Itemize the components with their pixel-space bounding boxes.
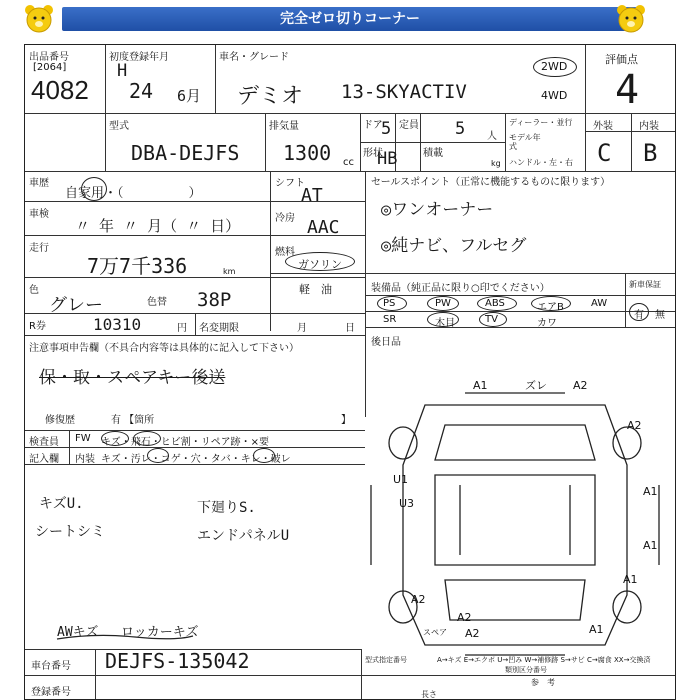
back-items-label: 後日品 [371,337,401,348]
capacity: 5 [455,119,466,139]
memo-left: シートシミ [35,524,105,540]
exterior-grade: C [597,139,612,167]
body-type-label: 形状 [363,148,383,159]
sales-point: ◎ワンオーナー [381,200,494,220]
score: 4 [615,67,640,113]
damage-label: A1 [643,539,658,552]
equip-abs: ABS [485,298,505,309]
shift-label: シフト [275,178,305,189]
damage-label: A2 [457,611,472,624]
chassis-number: DEJFS-135042 [105,649,250,673]
auction-sheet [24,44,676,700]
memo-underline [55,631,195,643]
name-change-label: 名変期限 [199,323,239,334]
damage-label: スペア [423,628,447,637]
door-label: ドア [363,120,383,131]
interior-grade: B [643,139,658,167]
fuel: ガソリン [298,258,342,271]
interior-items: キズ・汚レ・コゲ・穴・タバ・キレ・破レ [101,454,291,465]
capacity-label: 定員 [399,120,419,131]
ac-label: 冷房 [275,213,295,224]
ac: AAC [307,217,340,238]
memo-aw2: ロッカーキズ [121,625,199,640]
fw-label: FW [75,433,91,444]
score-label: 評価点 [605,53,638,66]
color-label: 色 [29,285,39,296]
load-label: 積載 [423,148,443,159]
lot-number-label: 出品番号 [29,52,69,63]
repair-history: 有 【箇所 [111,415,155,426]
equip-airbag: エアB [537,302,564,313]
equip-aw: AW [591,298,608,309]
class-label: 類別区分番号 [505,666,547,674]
fuel-label: 燃料 [275,247,295,258]
equipment-title: 装備品（純正品に限り○印でください） [371,283,550,294]
length-label: 長さ [421,690,437,699]
car-name: デミオ [237,84,304,109]
reference-label: 参 考 [531,678,555,687]
repair-history-end: 】 [341,415,351,426]
form-label: 型式指定番号 [365,656,407,664]
lot-number: 4082 [31,75,89,105]
mileage: 7万7千336 [87,254,188,278]
bear-mascot-icon [614,2,648,36]
usage-type: 自家用・（ ） [65,186,202,201]
damage-label: ズレ [525,379,547,392]
damage-label: A1 [643,485,658,498]
displacement: 1300 [283,141,332,165]
load-unit: kg [491,159,501,168]
reg-year: 24 [129,79,154,103]
handle-label: ハンドル・左・右 [509,158,573,167]
car-name-label: 車名・グレード [219,52,289,63]
month-unit: 月 [297,323,307,334]
memo-aw: AWキズ [57,625,99,640]
memo-right: 下廻りS. [197,500,256,516]
color-number-label: 色替 [147,297,167,308]
inspection-label: 車検 [29,209,49,220]
first-reg-label: 初度登録年月 [109,52,169,63]
plate-label: 登録番号 [31,687,71,698]
drive-4wd: 4WD [541,89,568,102]
equip-ps: PS [383,298,396,309]
damage-label: U1 [393,473,409,486]
banner [0,0,700,38]
damage-label: A2 [573,379,588,392]
body-type: HB [377,149,398,169]
light-oil: 軽 油 [299,283,332,296]
recycle-fee: 10310 [93,315,142,334]
inspector-label: 検査員 [29,437,59,448]
usage-type-label: 車歴 [29,178,49,189]
door-count: 5 [381,119,392,139]
reg-month: 6月 [177,87,202,105]
equip-pw: PW [435,298,451,309]
interior-label: 内装 [639,121,659,132]
warranty-no: 無 [655,310,665,321]
reg-era: H [117,61,128,81]
shift: AT [301,185,323,206]
day-unit: 日 [345,323,355,334]
interior-check-label: 内装 [75,454,95,465]
mileage-label: 走行 [29,243,49,254]
memo-right: エンドパネルU [197,528,290,544]
damage-label: A1 [589,623,604,636]
recycle-fee-unit: 円 [177,323,187,334]
model-label: 型式 [109,121,129,132]
sales-points-title: セールスポイント（正常に機能するものに限ります） [371,177,611,188]
car-damage-diagram [365,365,665,665]
inspection-date: 〃 年 〃 月（ 〃 日） [75,217,241,235]
damage-label: U3 [399,497,415,510]
warranty-title: 新車保証 [629,280,661,289]
displacement-label: 排気量 [269,121,299,132]
capacity-unit: 人 [487,131,497,142]
notes-title: 注意事項申告欄（不具合内容等は具体的に記入して下さい） [29,343,299,354]
memo-left: キズU. [39,496,84,512]
car-grade: 13-SKYACTIV [341,81,467,103]
notes-text: 保・取・スペアキー後送 [39,368,226,388]
model-year-label: モデル年式 [509,133,541,151]
equip-tv: TV [485,314,498,325]
chassis-label: 車台番号 [31,661,71,672]
recycle-fee-label: R券 [29,321,46,332]
repair-history-label: 修復歴 [45,415,75,426]
warranty-yes: 有 [634,310,644,321]
color-number: 38P [197,289,232,311]
damage-label: A2 [465,627,480,640]
model-code: DBA-DEJFS [131,141,240,165]
damage-label: A2 [411,593,426,606]
equip-leather: カワ [537,318,557,329]
bear-mascot-icon [22,2,56,36]
sales-point: ◎純ナビ、フルセグ [381,236,527,256]
damage-legend: A→キズ E→エクボ U→凹み W→補修跡 S→サビ C→腐食 XX→交換済 [437,656,651,664]
equip-wood: 木目 [435,318,455,329]
damage-label: A2 [627,419,642,432]
displacement-unit: cc [343,157,354,168]
mileage-unit: km [223,267,236,276]
damage-label: A1 [473,379,488,392]
exterior-label: 外装 [593,121,613,132]
record-label: 記入欄 [29,454,59,465]
equip-sr: SR [383,314,397,325]
fw-items: キズ・飛石・ヒビ割・リペア跡・×要 [101,437,269,448]
dealer-label: ディーラー・並行 [509,118,573,127]
damage-label: A1 [623,573,638,586]
drive-2wd: 2WD [541,60,568,73]
color: グレー [49,295,103,316]
lot-sub: [2064] [33,62,67,73]
banner-title: 完全ゼロ切りコーナー [62,7,638,31]
